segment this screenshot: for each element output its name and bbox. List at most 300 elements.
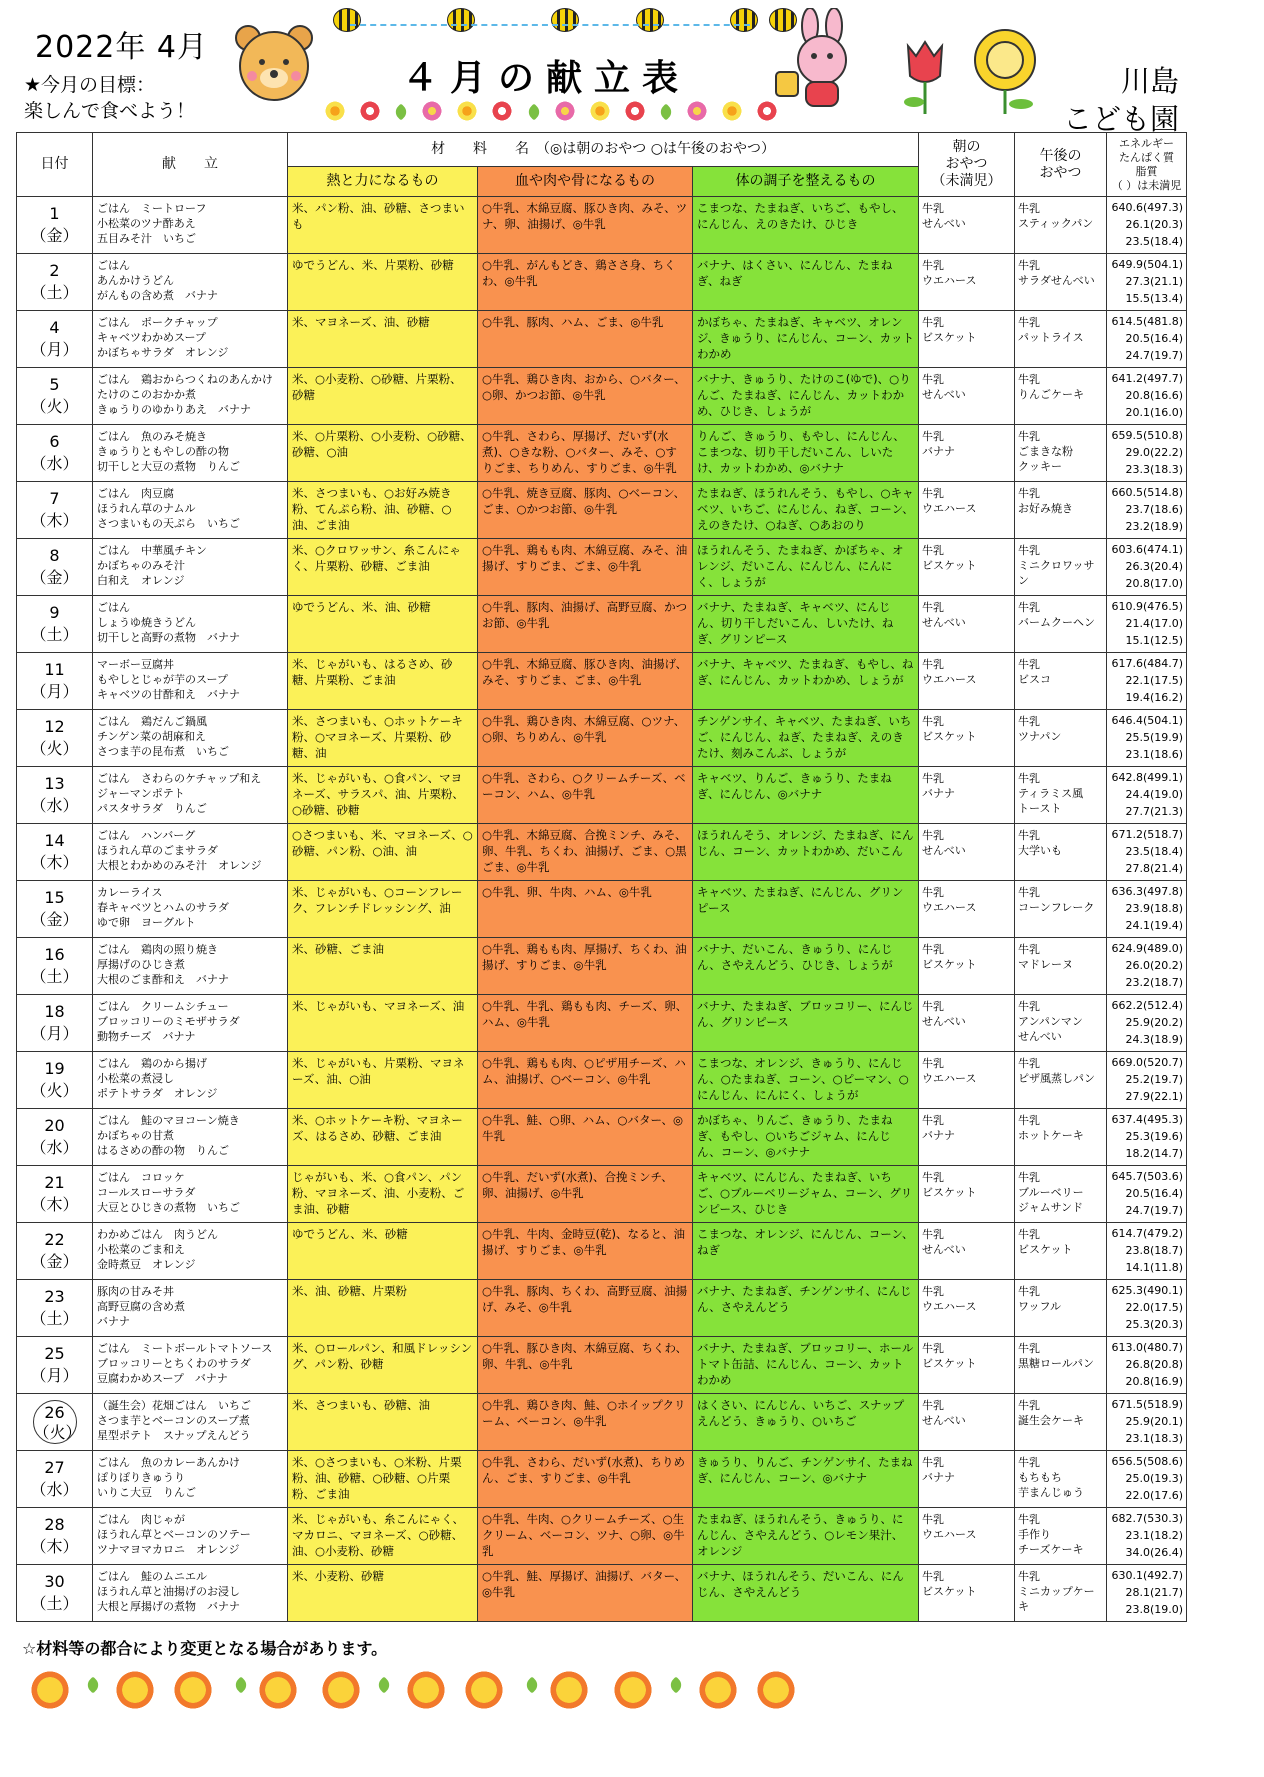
day-number: 22 bbox=[44, 1230, 65, 1249]
morning-snack-cell: 牛乳 ビスケット bbox=[919, 1565, 1015, 1622]
morning-snack-cell: 牛乳 ウエハース bbox=[919, 1052, 1015, 1109]
afternoon-snack-cell: 牛乳 大学いも bbox=[1015, 824, 1107, 881]
energy-foods-cell: 米、パン粉、油、砂糖、さつまいも bbox=[288, 197, 478, 254]
date-wrap bbox=[17, 602, 92, 646]
flower-face-icon bbox=[173, 1670, 213, 1710]
body-foods-cell: ○牛乳、卵、牛肉、ハム、◎牛乳 bbox=[478, 881, 693, 938]
day-of-week: （金） bbox=[30, 226, 79, 245]
flower-row-decoration bbox=[320, 100, 782, 126]
day-number: 30 bbox=[44, 1572, 65, 1591]
date-cell bbox=[17, 1109, 93, 1166]
afternoon-snack-cell: 牛乳 ビスコ bbox=[1015, 653, 1107, 710]
menu-cell: ごはん あんかけうどん がんもの含め煮 バナナ bbox=[93, 254, 288, 311]
condition-foods-cell: バナナ、キャベツ、たまねぎ、もやし、ねぎ、にんじん、カットわかめ、しょうが bbox=[693, 653, 919, 710]
energy-foods-cell: 米、○ロールパン、和風ドレッシング、パン粉、砂糖 bbox=[288, 1337, 478, 1394]
nutrition-cell: 669.0(520.7) 25.2(19.7) 27.9(22.1) bbox=[1107, 1052, 1187, 1109]
energy-foods-cell: 米、○片栗粉、○小麦粉、○砂糖、砂糖、○油 bbox=[288, 425, 478, 482]
date-cell bbox=[17, 1508, 93, 1565]
body-foods-cell: ○牛乳、さわら、○クリームチーズ、ベーコン、ハム、◎牛乳 bbox=[478, 767, 693, 824]
flower-icon bbox=[721, 100, 743, 122]
wave-decoration bbox=[350, 24, 750, 36]
morning-snack-cell: 牛乳 ウエハース bbox=[919, 482, 1015, 539]
morning-snack-cell: 牛乳 ビスケット bbox=[919, 539, 1015, 596]
flower-icon bbox=[491, 100, 513, 122]
nutrition-cell: 603.6(474.1) 26.3(20.4) 20.8(17.0) bbox=[1107, 539, 1187, 596]
footer-flower-decoration bbox=[24, 1670, 1184, 1720]
morning-snack-cell: 牛乳 せんべい bbox=[919, 596, 1015, 653]
day-of-week: （木） bbox=[30, 1195, 79, 1214]
date-cell bbox=[17, 311, 93, 368]
day-number: 21 bbox=[44, 1173, 65, 1192]
condition-foods-cell: バナナ、たまねぎ、ブロッコリー、にんじん、グリンピース bbox=[693, 995, 919, 1052]
date-wrap bbox=[17, 317, 92, 361]
body-foods-cell: ○牛乳、鮭、○卵、ハム、○バター、◎牛乳 bbox=[478, 1109, 693, 1166]
nutrition-cell: 671.5(518.9) 25.9(20.1) 23.1(18.3) bbox=[1107, 1394, 1187, 1451]
date-wrap bbox=[17, 260, 92, 304]
change-notice: ☆材料等の都合により変更となる場合があります。 bbox=[22, 1639, 388, 1658]
afternoon-snack-cell: 牛乳 ごまきな粉 クッキー bbox=[1015, 425, 1107, 482]
menu-row bbox=[17, 368, 1187, 425]
goal-label: ★今月の目標： bbox=[24, 74, 156, 96]
menu-cell: マーボー豆腐丼 もやしとじゃが芋のスープ キャベツの甘酢和え バナナ bbox=[93, 653, 288, 710]
day-of-week: （月） bbox=[30, 1366, 79, 1385]
flower-icon bbox=[554, 100, 576, 122]
menu-row bbox=[17, 254, 1187, 311]
date-cell bbox=[17, 1223, 93, 1280]
menu-table-body bbox=[17, 197, 1187, 1622]
leaf-icon bbox=[657, 104, 674, 121]
flower-face-icon bbox=[698, 1670, 738, 1710]
school-name-line2: こども園 bbox=[1062, 102, 1179, 136]
day-of-week: （金） bbox=[30, 1252, 79, 1271]
condition-foods-cell: バナナ、たまねぎ、チンゲンサイ、にんじん、さやえんどう bbox=[693, 1280, 919, 1337]
flower-icon bbox=[589, 100, 611, 122]
energy-foods-cell: 米、小麦粉、砂糖 bbox=[288, 1565, 478, 1622]
col-header-energy: 熱と力になるもの bbox=[288, 167, 478, 197]
date-cell bbox=[17, 539, 93, 596]
energy-foods-cell: ○さつまいも、米、マヨネーズ、○砂糖、パン粉、○油、油 bbox=[288, 824, 478, 881]
day-number: 19 bbox=[44, 1059, 65, 1078]
afternoon-snack-cell: 牛乳 ティラミス風 トースト bbox=[1015, 767, 1107, 824]
body-foods-cell: ○牛乳、鶏ひき肉、おから、○バター、○卵、かつお節、◎牛乳 bbox=[478, 368, 693, 425]
leaf-icon bbox=[85, 1676, 102, 1693]
afternoon-snack-cell: 牛乳 手作り チーズケーキ bbox=[1015, 1508, 1107, 1565]
condition-foods-cell: バナナ、はくさい、にんじん、たまねぎ、ねぎ bbox=[693, 254, 919, 311]
afternoon-snack-cell: 牛乳 もちもち 芋まんじゅう bbox=[1015, 1451, 1107, 1508]
body-foods-cell: ○牛乳、焼き豆腐、豚肉、○ベーコン、ごま、○かつお節、◎牛乳 bbox=[478, 482, 693, 539]
morning-snack-cell: 牛乳 ビスケット bbox=[919, 1337, 1015, 1394]
menu-cell: ごはん ミートボールトマトソース ブロッコリーとちくわのサラダ 豆腐わかめスープ バナナ bbox=[93, 1337, 288, 1394]
nutrition-cell: 642.8(499.1) 24.4(19.0) 27.7(21.3) bbox=[1107, 767, 1187, 824]
date-cell bbox=[17, 482, 93, 539]
morning-snack-cell: 牛乳 バナナ bbox=[919, 1109, 1015, 1166]
leaf-icon bbox=[667, 1676, 684, 1693]
day-number: 20 bbox=[44, 1116, 65, 1135]
day-number: 26 bbox=[44, 1403, 65, 1422]
day-of-week: （水） bbox=[30, 1138, 79, 1157]
morning-snack-cell: 牛乳 せんべい bbox=[919, 824, 1015, 881]
date-wrap bbox=[17, 1571, 92, 1615]
morning-snack-cell: 牛乳 ビスケット bbox=[919, 938, 1015, 995]
condition-foods-cell: キャベツ、たまねぎ、にんじん、グリンピース bbox=[693, 881, 919, 938]
afternoon-snack-cell: 牛乳 誕生会ケーキ bbox=[1015, 1394, 1107, 1451]
body-foods-cell: ○牛乳、鶏もも肉、木綿豆腐、みそ、油揚げ、すりごま、ごま、◎牛乳 bbox=[478, 539, 693, 596]
day-of-week: （火） bbox=[30, 397, 79, 416]
col-header-nutrition: エネルギー たんぱく質 脂質 （ ）は未満児 bbox=[1107, 133, 1187, 197]
menu-row bbox=[17, 824, 1187, 881]
goal-text: 楽しんで食べよう！ bbox=[24, 100, 196, 122]
nutrition-cell: 645.7(503.6) 20.5(16.4) 24.7(19.7) bbox=[1107, 1166, 1187, 1223]
nutrition-cell: 656.5(508.6) 25.0(19.3) 22.0(17.6) bbox=[1107, 1451, 1187, 1508]
condition-foods-cell: きゅうり、りんご、チンゲンサイ、たまねぎ、にんじん、コーン、◎バナナ bbox=[693, 1451, 919, 1508]
body-foods-cell: ○牛乳、だいず(水煮)、合挽ミンチ、卵、油揚げ、◎牛乳 bbox=[478, 1166, 693, 1223]
afternoon-snack-cell: 牛乳 ホットケーキ bbox=[1015, 1109, 1107, 1166]
menu-cell: ごはん 肉じゃが ほうれん草とベーコンのソテー ツナマヨマカロニ オレンジ bbox=[93, 1508, 288, 1565]
day-number: 16 bbox=[44, 945, 65, 964]
menu-cell: ごはん 魚のカレーあんかけ ぽりぽりきゅうり いりこ大豆 りんご bbox=[93, 1451, 288, 1508]
menu-row bbox=[17, 653, 1187, 710]
date-cell bbox=[17, 938, 93, 995]
menu-row bbox=[17, 710, 1187, 767]
morning-snack-cell: 牛乳 バナナ bbox=[919, 767, 1015, 824]
date-cell bbox=[17, 1052, 93, 1109]
condition-foods-cell: りんご、きゅうり、もやし、にんじん、こまつな、切り干しだいこん、しいたけ、カットわかめ、◎バナナ bbox=[693, 425, 919, 482]
energy-foods-cell: ゆでうどん、米、油、砂糖 bbox=[288, 596, 478, 653]
morning-snack-cell: 牛乳 ウエハース bbox=[919, 653, 1015, 710]
morning-snack-cell: 牛乳 ウエハース bbox=[919, 254, 1015, 311]
date-wrap bbox=[17, 887, 92, 931]
energy-foods-cell: 米、マヨネーズ、油、砂糖 bbox=[288, 311, 478, 368]
morning-snack-cell: 牛乳 せんべい bbox=[919, 1223, 1015, 1280]
afternoon-snack-cell: 牛乳 バームクーヘン bbox=[1015, 596, 1107, 653]
energy-foods-cell: 米、じゃがいも、○食パン、マヨネーズ、サラスパ、油、片栗粉、○砂糖、砂糖 bbox=[288, 767, 478, 824]
date-wrap bbox=[17, 1115, 92, 1159]
date-cell bbox=[17, 1337, 93, 1394]
menu-row bbox=[17, 596, 1187, 653]
afternoon-snack-cell: 牛乳 お好み焼き bbox=[1015, 482, 1107, 539]
day-number: 14 bbox=[44, 831, 65, 850]
date-wrap bbox=[17, 1001, 92, 1045]
menu-cell: ごはん 鮭のムニエル ほうれん草と油揚げのお浸し 大根と厚揚げの煮物 バナナ bbox=[93, 1565, 288, 1622]
afternoon-snack-cell: 牛乳 ブルーベリー ジャムサンド bbox=[1015, 1166, 1107, 1223]
menu-row bbox=[17, 1166, 1187, 1223]
nutrition-cell: 613.0(480.7) 26.8(20.8) 20.8(16.9) bbox=[1107, 1337, 1187, 1394]
menu-cell: ごはん 中華風チキン かぼちゃのみそ汁 白和え オレンジ bbox=[93, 539, 288, 596]
menu-cell: ごはん 鶏肉の照り焼き 厚揚げのひじき煮 大根のごま酢和え バナナ bbox=[93, 938, 288, 995]
nutrition-cell: 637.4(495.3) 25.3(19.6) 18.2(14.7) bbox=[1107, 1109, 1187, 1166]
condition-foods-cell: ほうれんそう、オレンジ、たまねぎ、にんじん、コーン、カットわかめ、だいこん bbox=[693, 824, 919, 881]
flower-face-icon bbox=[321, 1670, 361, 1710]
energy-foods-cell: ゆでうどん、米、片栗粉、砂糖 bbox=[288, 254, 478, 311]
body-foods-cell: ○牛乳、豚肉、ちくわ、高野豆腐、油揚げ、みそ、◎牛乳 bbox=[478, 1280, 693, 1337]
condition-foods-cell: ほうれんそう、たまねぎ、かぼちゃ、オレンジ、だいこん、にんじん、にんにく、しょうが bbox=[693, 539, 919, 596]
morning-snack-cell: 牛乳 バナナ bbox=[919, 1451, 1015, 1508]
school-name-line1: 川島 bbox=[1120, 64, 1179, 98]
body-foods-cell: ○牛乳、豚肉、ハム、ごま、◎牛乳 bbox=[478, 311, 693, 368]
afternoon-snack-cell: 牛乳 サラダせんべい bbox=[1015, 254, 1107, 311]
menu-row bbox=[17, 1337, 1187, 1394]
body-foods-cell: ○牛乳、豚肉、油揚げ、高野豆腐、かつお節、◎牛乳 bbox=[478, 596, 693, 653]
date-wrap bbox=[17, 203, 92, 247]
day-of-week: （金） bbox=[30, 910, 79, 929]
day-of-week: （木） bbox=[30, 853, 79, 872]
page-title: ４月の献立表 bbox=[402, 58, 691, 99]
col-header-date: 日付 bbox=[17, 133, 93, 197]
body-foods-cell: ○牛乳、牛乳、鶏もも肉、チーズ、卵、ハム、◎牛乳 bbox=[478, 995, 693, 1052]
condition-foods-cell: バナナ、たまねぎ、キャベツ、にんじん、切り干しだいこん、しいたけ、ねぎ、グリンピース bbox=[693, 596, 919, 653]
body-foods-cell: ○牛乳、鶏もも肉、厚揚げ、ちくわ、油揚げ、すりごま、◎牛乳 bbox=[478, 938, 693, 995]
nutrition-cell: 614.7(479.2) 23.8(18.7) 14.1(11.8) bbox=[1107, 1223, 1187, 1280]
afternoon-snack-cell: 牛乳 ビスケット bbox=[1015, 1223, 1107, 1280]
condition-foods-cell: キャベツ、りんご、きゅうり、たまねぎ、にんじん、◎バナナ bbox=[693, 767, 919, 824]
day-number: 6 bbox=[49, 432, 60, 451]
nutrition-cell: 659.5(510.8) 29.0(22.2) 23.3(18.3) bbox=[1107, 425, 1187, 482]
flower-face-icon bbox=[756, 1670, 796, 1710]
date-wrap bbox=[17, 488, 92, 532]
menu-cell: ごはん 鶏のから揚げ 小松菜の煮浸し ポテトサラダ オレンジ bbox=[93, 1052, 288, 1109]
energy-foods-cell: 米、じゃがいも、○コーンフレーク、フレンチドレッシング、油 bbox=[288, 881, 478, 938]
day-of-week: （土） bbox=[30, 625, 79, 644]
menu-row bbox=[17, 1508, 1187, 1565]
day-of-week: （月） bbox=[30, 1024, 79, 1043]
date-wrap bbox=[17, 431, 92, 475]
nutrition-cell: 640.6(497.3) 26.1(20.3) 23.5(18.4) bbox=[1107, 197, 1187, 254]
energy-foods-cell: 米、じゃがいも、糸こんにゃく、マカロニ、マヨネーズ、○砂糖、油、○小麦粉、砂糖 bbox=[288, 1508, 478, 1565]
flower-face-icon bbox=[30, 1670, 70, 1710]
menu-cell: ごはん 鶏だんご鍋風 チンゲン菜の胡麻和え さつま芋の昆布煮 いちご bbox=[93, 710, 288, 767]
date-wrap bbox=[17, 1514, 92, 1558]
flower-icon bbox=[324, 100, 346, 122]
afternoon-snack-cell: 牛乳 パットライス bbox=[1015, 311, 1107, 368]
day-number: 9 bbox=[49, 603, 60, 622]
condition-foods-cell: キャベツ、にんじん、たまねぎ、いちご、○ブルーベリージャム、コーン、グリンピース、ひじき bbox=[693, 1166, 919, 1223]
date-wrap bbox=[17, 545, 92, 589]
condition-foods-cell: バナナ、きゅうり、たけのこ(ゆで)、○りんご、たまねぎ、にんじん、カットわかめ、ひじき、しょうが bbox=[693, 368, 919, 425]
menu-row bbox=[17, 1565, 1187, 1622]
day-number: 11 bbox=[44, 660, 65, 679]
day-of-week: （月） bbox=[30, 682, 79, 701]
col-header-condition: 体の調子を整えるもの bbox=[693, 167, 919, 197]
menu-cell: ごはん ミートローフ 小松菜のツナ酢あえ 五目みそ汁 いちご bbox=[93, 197, 288, 254]
afternoon-snack-cell: 牛乳 りんごケーキ bbox=[1015, 368, 1107, 425]
afternoon-snack-cell: 牛乳 ツナパン bbox=[1015, 710, 1107, 767]
body-foods-cell: ○牛乳、木綿豆腐、豚ひき肉、みそ、ツナ、卵、油揚げ、◎牛乳 bbox=[478, 197, 693, 254]
nutrition-cell: 625.3(490.1) 22.0(17.5) 25.3(20.3) bbox=[1107, 1280, 1187, 1337]
date-cell bbox=[17, 368, 93, 425]
morning-snack-cell: 牛乳 ビスケット bbox=[919, 710, 1015, 767]
sunflower-illustration bbox=[965, 26, 1045, 116]
month-label: 2022年 4月 bbox=[35, 30, 208, 65]
menu-row bbox=[17, 1052, 1187, 1109]
date-wrap bbox=[17, 716, 92, 760]
date-cell bbox=[17, 710, 93, 767]
menu-cell: 豚肉の甘みそ丼 高野豆腐の含め煮 バナナ bbox=[93, 1280, 288, 1337]
condition-foods-cell: こまつな、オレンジ、きゅうり、にんじん、○たまねぎ、コーン、○ピーマン、○にんじん、にんにく、しょうが bbox=[693, 1052, 919, 1109]
date-cell bbox=[17, 881, 93, 938]
day-of-week: （木） bbox=[30, 511, 79, 530]
morning-snack-cell: 牛乳 ウエハース bbox=[919, 1508, 1015, 1565]
day-of-week: （土） bbox=[30, 967, 79, 986]
day-of-week: （火） bbox=[30, 1081, 79, 1100]
energy-foods-cell: 米、○小麦粉、○砂糖、片栗粉、砂糖 bbox=[288, 368, 478, 425]
energy-foods-cell: 米、油、砂糖、片栗粉 bbox=[288, 1280, 478, 1337]
menu-cell: ごはん 鮭のマヨコーン焼き かぼちゃの甘煮 はるさめの酢の物 りんご bbox=[93, 1109, 288, 1166]
flower-face-icon bbox=[115, 1670, 155, 1710]
nutrition-cell: 682.7(530.3) 23.1(18.2) 34.0(26.4) bbox=[1107, 1508, 1187, 1565]
body-foods-cell: ○牛乳、木綿豆腐、豚ひき肉、油揚げ、みそ、すりごま、ごま、◎牛乳 bbox=[478, 653, 693, 710]
day-of-week: （金） bbox=[30, 568, 79, 587]
body-foods-cell: ○牛乳、牛肉、○クリームチーズ、○生クリーム、ベーコン、ツナ、○卵、◎牛乳 bbox=[478, 1508, 693, 1565]
day-number: 12 bbox=[44, 717, 65, 736]
menu-row bbox=[17, 1451, 1187, 1508]
nutrition-cell: 660.5(514.8) 23.7(18.6) 23.2(18.9) bbox=[1107, 482, 1187, 539]
menu-cell: ごはん 肉豆腐 ほうれん草のナムル さつまいもの天ぷら いちご bbox=[93, 482, 288, 539]
nutrition-cell: 636.3(497.8) 23.9(18.8) 24.1(19.4) bbox=[1107, 881, 1187, 938]
condition-foods-cell: バナナ、ほうれんそう、だいこん、にんじん、さやえんどう bbox=[693, 1565, 919, 1622]
day-number: 13 bbox=[44, 774, 65, 793]
energy-foods-cell: 米、じゃがいも、マヨネーズ、油 bbox=[288, 995, 478, 1052]
energy-foods-cell: 米、じゃがいも、はるさめ、砂糖、片栗粉、ごま油 bbox=[288, 653, 478, 710]
menu-cell: ごはん 鶏おからつくねのあんかけ たけのこのおかか煮 きゅうりのゆかりあえ バナナ bbox=[93, 368, 288, 425]
menu-row bbox=[17, 425, 1187, 482]
leaf-icon bbox=[393, 104, 410, 121]
flower-face-icon bbox=[549, 1670, 589, 1710]
body-foods-cell: ○牛乳、豚ひき肉、木綿豆腐、ちくわ、卵、牛乳、◎牛乳 bbox=[478, 1337, 693, 1394]
flower-icon bbox=[421, 100, 443, 122]
nutrition-cell: 624.9(489.0) 26.0(20.2) 23.2(18.7) bbox=[1107, 938, 1187, 995]
afternoon-snack-cell: 牛乳 ミニクロワッサン bbox=[1015, 539, 1107, 596]
menu-row bbox=[17, 1280, 1187, 1337]
condition-foods-cell: こまつな、オレンジ、にんじん、コーン、ねぎ bbox=[693, 1223, 919, 1280]
menu-cell: ごはん コロッケ コールスローサラダ 大豆とひじきの煮物 いちご bbox=[93, 1166, 288, 1223]
date-cell bbox=[17, 653, 93, 710]
body-foods-cell: ○牛乳、がんもどき、鶏ささ身、ちくわ、◎牛乳 bbox=[478, 254, 693, 311]
day-number: 28 bbox=[44, 1515, 65, 1534]
menu-cell: ごはん しょうゆ焼きうどん 切干しと高野の煮物 バナナ bbox=[93, 596, 288, 653]
date-cell bbox=[17, 596, 93, 653]
flower-icon bbox=[686, 100, 708, 122]
col-header-afternoon-snack: 午後の おやつ bbox=[1015, 133, 1107, 197]
day-number: 25 bbox=[44, 1344, 65, 1363]
condition-foods-cell: はくさい、にんじん、いちご、スナップえんどう、きゅうり、○いちご bbox=[693, 1394, 919, 1451]
flower-face-icon bbox=[464, 1670, 504, 1710]
menu-row bbox=[17, 197, 1187, 254]
energy-foods-cell: じゃがいも、米、○食パン、パン粉、マヨネーズ、油、小麦粉、ごま油、砂糖 bbox=[288, 1166, 478, 1223]
nutrition-cell: 610.9(476.5) 21.4(17.0) 15.1(12.5) bbox=[1107, 596, 1187, 653]
leaf-icon bbox=[376, 1676, 393, 1693]
menu-row bbox=[17, 1394, 1187, 1451]
body-foods-cell: ○牛乳、鶏ひき肉、木綿豆腐、○ツナ、○卵、ちりめん、◎牛乳 bbox=[478, 710, 693, 767]
nutrition-cell: 662.2(512.4) 25.9(20.2) 24.3(18.9) bbox=[1107, 995, 1187, 1052]
morning-snack-cell: 牛乳 せんべい bbox=[919, 368, 1015, 425]
day-number: 8 bbox=[49, 546, 60, 565]
menu-row bbox=[17, 1109, 1187, 1166]
nutrition-cell: 617.6(484.7) 22.1(17.5) 19.4(16.2) bbox=[1107, 653, 1187, 710]
col-header-body: 血や肉や骨になるもの bbox=[478, 167, 693, 197]
day-number: 18 bbox=[44, 1002, 65, 1021]
energy-foods-cell: ゆでうどん、米、砂糖 bbox=[288, 1223, 478, 1280]
nutrition-cell: 671.2(518.7) 23.5(18.4) 27.8(21.4) bbox=[1107, 824, 1187, 881]
menu-table bbox=[16, 132, 1187, 1622]
nutrition-cell: 630.1(492.7) 28.1(21.7) 23.8(19.0) bbox=[1107, 1565, 1187, 1622]
flower-icon bbox=[359, 100, 381, 122]
afternoon-snack-cell: 牛乳 マドレーヌ bbox=[1015, 938, 1107, 995]
energy-foods-cell: 米、○ホットケーキ粉、マヨネーズ、はるさめ、砂糖、ごま油 bbox=[288, 1109, 478, 1166]
day-of-week: （土） bbox=[30, 1594, 79, 1613]
body-foods-cell: ○牛乳、鮭、厚揚げ、油揚げ、バター、◎牛乳 bbox=[478, 1565, 693, 1622]
date-cell bbox=[17, 1394, 93, 1451]
date-cell bbox=[17, 1565, 93, 1622]
energy-foods-cell: 米、さつまいも、砂糖、油 bbox=[288, 1394, 478, 1451]
date-wrap bbox=[17, 1286, 92, 1330]
date-cell bbox=[17, 197, 93, 254]
morning-snack-cell: 牛乳 ウエハース bbox=[919, 881, 1015, 938]
tulip-illustration bbox=[898, 36, 952, 116]
nutrition-cell: 641.2(497.7) 20.8(16.6) 20.1(16.0) bbox=[1107, 368, 1187, 425]
menu-cell: （誕生会）花畑ごはん いちご さつま芋とベーコンのスープ煮 星型ポテト スナップえんどう bbox=[93, 1394, 288, 1451]
leaf-icon bbox=[233, 1676, 250, 1693]
nutrition-cell: 614.5(481.8) 20.5(16.4) 24.7(19.7) bbox=[1107, 311, 1187, 368]
date-cell bbox=[17, 824, 93, 881]
date-cell bbox=[17, 254, 93, 311]
menu-cell: カレーライス 春キャベツとハムのサラダ ゆで卵 ヨーグルト bbox=[93, 881, 288, 938]
condition-foods-cell: たまねぎ、ほうれんそう、もやし、○キャベツ、いちご、にんじん、ねぎ、コーン、えのきたけ、○ねぎ、○あおのり bbox=[693, 482, 919, 539]
body-foods-cell: ○牛乳、鶏もも肉、○ピザ用チーズ、ハム、油揚げ、○ベーコン、◎牛乳 bbox=[478, 1052, 693, 1109]
nutrition-cell: 649.9(504.1) 27.3(21.1) 15.5(13.4) bbox=[1107, 254, 1187, 311]
energy-foods-cell: 米、○さつまいも、○米粉、片栗粉、油、砂糖、○砂糖、○片栗粉、ごま油 bbox=[288, 1451, 478, 1508]
condition-foods-cell: バナナ、たまねぎ、ブロッコリー、ホールトマト缶詰、にんじん、コーン、カットわかめ bbox=[693, 1337, 919, 1394]
date-wrap bbox=[17, 659, 92, 703]
day-of-week: （火） bbox=[33, 1423, 82, 1442]
date-wrap bbox=[17, 830, 92, 874]
bunny-illustration bbox=[772, 8, 872, 112]
energy-foods-cell: 米、じゃがいも、片栗粉、マヨネーズ、油、○油 bbox=[288, 1052, 478, 1109]
menu-cell: ごはん ハンバーグ ほうれん草のごまサラダ 大根とわかめのみそ汁 オレンジ bbox=[93, 824, 288, 881]
day-number: 2 bbox=[49, 261, 60, 280]
body-foods-cell: ○牛乳、さわら、厚揚げ、だいず(水煮)、○きな粉、○バター、みそ、○すりごま、ちりめん、すりごま、◎牛乳 bbox=[478, 425, 693, 482]
menu-row bbox=[17, 995, 1187, 1052]
date-wrap bbox=[17, 1058, 92, 1102]
date-cell bbox=[17, 1280, 93, 1337]
body-foods-cell: ○牛乳、鶏ひき肉、鮭、○ホイップクリーム、ベーコン、◎牛乳 bbox=[478, 1394, 693, 1451]
date-wrap bbox=[17, 1343, 92, 1387]
date-wrap bbox=[17, 1457, 92, 1501]
date-cell bbox=[17, 1166, 93, 1223]
day-of-week: （月） bbox=[30, 340, 79, 359]
menu-row bbox=[17, 881, 1187, 938]
day-of-week: （土） bbox=[30, 283, 79, 302]
day-of-week: （水） bbox=[30, 1480, 79, 1499]
afternoon-snack-cell: 牛乳 コーンフレーク bbox=[1015, 881, 1107, 938]
day-number: 15 bbox=[44, 888, 65, 907]
menu-cell: ごはん 魚のみそ焼き きゅうりともやしの酢の物 切干しと大豆の煮物 りんご bbox=[93, 425, 288, 482]
day-of-week: （木） bbox=[30, 1537, 79, 1556]
flower-face-icon bbox=[406, 1670, 446, 1710]
energy-foods-cell: 米、○クロワッサン、糸こんにゃく、片栗粉、砂糖、ごま油 bbox=[288, 539, 478, 596]
date-cell bbox=[17, 425, 93, 482]
date-wrap bbox=[17, 944, 92, 988]
monthly-goal bbox=[24, 72, 195, 124]
menu-row bbox=[17, 311, 1187, 368]
day-number: 5 bbox=[49, 375, 60, 394]
menu-cell: わかめごはん 肉うどん 小松菜のごま和え 金時煮豆 オレンジ bbox=[93, 1223, 288, 1280]
morning-snack-cell: 牛乳 バナナ bbox=[919, 425, 1015, 482]
day-of-week: （火） bbox=[30, 739, 79, 758]
bear-illustration bbox=[228, 20, 320, 112]
flower-face-icon bbox=[258, 1670, 298, 1710]
day-number: 1 bbox=[49, 204, 60, 223]
day-number: 7 bbox=[49, 489, 60, 508]
